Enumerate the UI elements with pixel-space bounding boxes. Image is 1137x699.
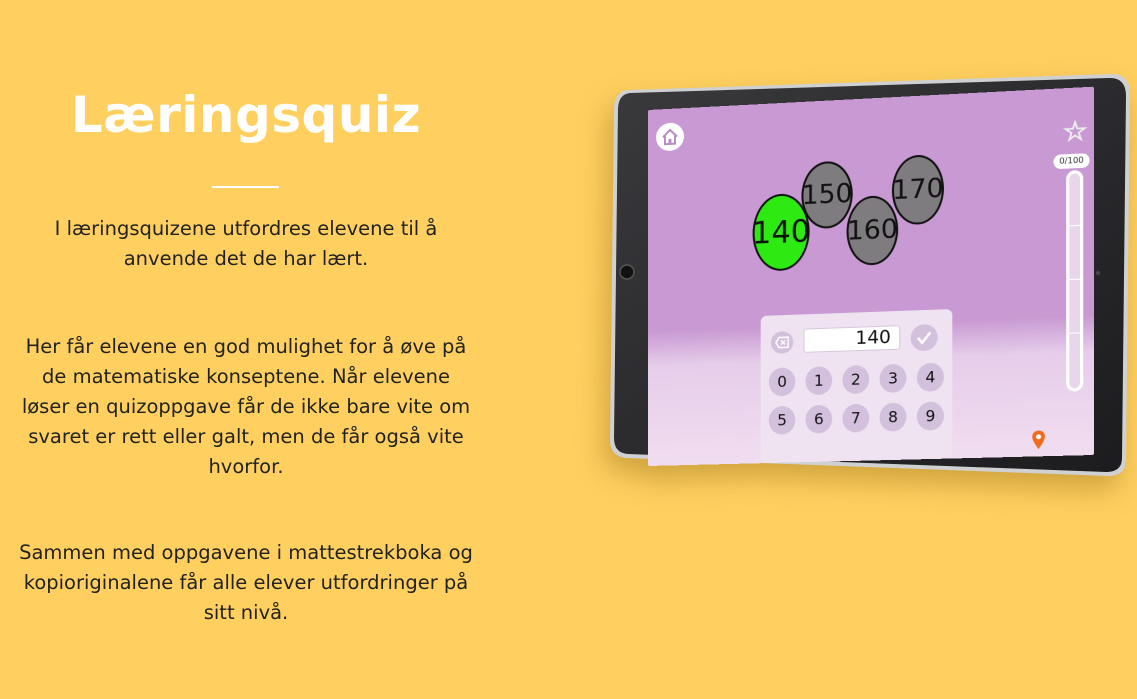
home-button[interactable] — [656, 122, 684, 151]
key-8[interactable]: 8 — [880, 402, 907, 431]
backspace-icon — [775, 336, 789, 349]
game-screen — [648, 87, 1094, 466]
home-icon — [661, 127, 679, 146]
key-7[interactable]: 7 — [842, 404, 869, 433]
answer-input[interactable]: 140 — [803, 325, 900, 353]
map-pin-icon[interactable] — [1030, 429, 1047, 450]
answer-bubble-170[interactable]: 170 — [892, 154, 944, 226]
delete-button[interactable] — [771, 331, 793, 354]
key-6[interactable]: 6 — [806, 405, 833, 434]
keypad — [767, 362, 948, 430]
key-1[interactable]: 1 — [806, 366, 833, 395]
key-0[interactable]: 0 — [769, 367, 795, 396]
star-icon: ☆ — [1062, 115, 1088, 149]
key-5[interactable]: 5 — [769, 406, 795, 435]
key-9[interactable]: 9 — [917, 401, 944, 430]
progress-tick — [1069, 225, 1080, 226]
confirm-button[interactable] — [911, 324, 938, 351]
key-2[interactable]: 2 — [842, 365, 869, 394]
key-4[interactable]: 4 — [917, 363, 944, 392]
tablet-mockup — [600, 72, 1130, 482]
intro-section — [0, 0, 492, 699]
keypad-panel — [761, 309, 953, 466]
answer-bubble-160[interactable]: 160 — [847, 195, 899, 266]
progress-tick — [1069, 332, 1080, 333]
answer-bubble-150[interactable]: 150 — [801, 160, 852, 229]
answer-bubble-140[interactable]: 140 — [753, 193, 810, 272]
key-3[interactable]: 3 — [880, 364, 907, 393]
progress-tick — [1069, 279, 1080, 280]
intro-paragraph-2: Her får elevene en god mulighet for å øve på de matematiske konseptene. Når elevene løser en quizoppgave får de ikke bare vite om svaret er rett eller galt, men de får også vite hvorfor. — [21, 335, 471, 478]
score-counter: 0/100 — [1053, 153, 1089, 169]
progress-bar — [1066, 170, 1083, 392]
intro-paragraph-1: I læringsquizene utfordres elevene til å anvende det de har lært. — [54, 217, 438, 270]
page-title: Læringsquiz — [70, 86, 422, 144]
title-divider — [212, 186, 279, 188]
intro-paragraph-3: Sammen med oppgavene i mattestrekboka og kopioriginalene får alle elever utfordringer på sitt nivå. — [19, 541, 473, 624]
checkmark-icon — [916, 330, 933, 345]
